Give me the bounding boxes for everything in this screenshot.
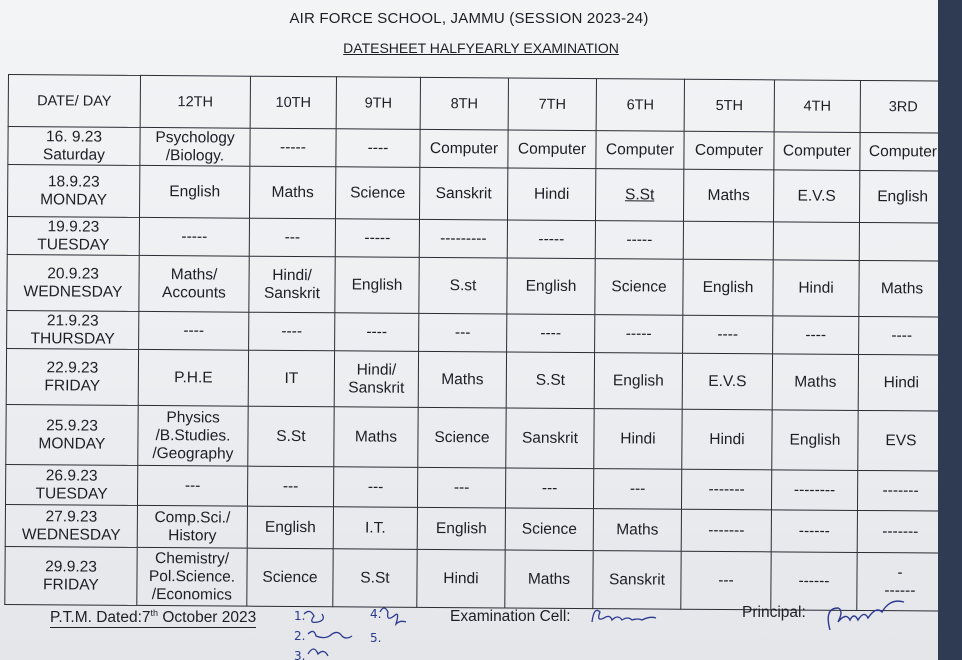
header-row [8, 75, 938, 134]
col-header-3rd: 3RD [860, 80, 938, 133]
table-row [6, 348, 938, 411]
ptm-suffix: October 2023 [158, 609, 257, 627]
date-cell: 25.9.23 MONDAY [6, 404, 138, 465]
subject-cell: Maths [334, 407, 418, 468]
subject-cell: --- [417, 467, 505, 508]
subject-cell: EVS [858, 410, 938, 471]
subject-cell: ---- [859, 316, 938, 355]
subject-cell: Hindi [507, 168, 595, 221]
subject-cell: ------- [681, 469, 771, 510]
subject-cell: English [683, 259, 773, 316]
subject-cell: Maths [683, 169, 773, 222]
subject-cell: --- [505, 468, 593, 509]
subject-cell: Science [505, 508, 593, 551]
subject-cell: ----- [139, 217, 249, 256]
subject-cell [859, 222, 938, 261]
subject-cell: ---- [507, 314, 595, 353]
subject-cell: --- [419, 313, 507, 352]
subject-cell: ----- [507, 220, 595, 259]
subject-cell: ---- [773, 316, 859, 355]
col-header-6th: 6TH [596, 79, 684, 132]
ptm-sup: th [150, 608, 159, 618]
subject-cell: -------- [771, 470, 857, 511]
subject-cell: Maths [249, 166, 335, 219]
subject-cell: S.St [333, 549, 417, 608]
subject-cell: I.T. [333, 507, 417, 550]
subject-cell: E.V.S [682, 353, 772, 410]
note-2: 2. [294, 629, 306, 643]
subject-cell: Maths/ Accounts [139, 255, 249, 312]
table-row [8, 127, 938, 172]
col-header-10th: 10TH [250, 76, 336, 129]
col-header-date: DATE/ DAY [8, 75, 140, 128]
table-row [5, 546, 938, 611]
exam-cell-label: Examination Cell: [450, 608, 571, 625]
date-cell: 27.9.23 WEDNESDAY [5, 504, 137, 547]
subject-cell: Chemistry/ Pol.Science. /Economics [137, 547, 247, 606]
ptm-prefix: P.T.M. Dated:7 [50, 609, 151, 627]
subject-cell: IT [248, 350, 334, 407]
ptm-date [50, 608, 256, 628]
principal-signature [820, 600, 930, 640]
subject-cell: ---- [139, 311, 249, 350]
datesheet-subtitle: DATESHEET HALFYEARLY EXAMINATION [343, 40, 619, 56]
subject-cell: ---- [683, 315, 773, 354]
subject-cell: S.st [419, 257, 507, 314]
subject-cell: ------- [857, 510, 938, 553]
subject-cell: ------- [681, 509, 771, 552]
subject-cell: ------ [771, 552, 857, 611]
subject-cell: ---- [249, 312, 335, 351]
subject-cell: Science [418, 407, 506, 468]
subject-cell: ----- [595, 315, 683, 354]
subject-cell: Hindi [594, 409, 682, 470]
subject-cell [773, 222, 859, 261]
subject-cell: E.V.S [773, 170, 859, 223]
subject-cell: Comp.Sci./ History [137, 505, 247, 548]
table-row [5, 504, 938, 553]
col-header-12th: 12TH [140, 75, 250, 128]
note-3: 3. [294, 649, 306, 660]
date-cell: 22.9.23 FRIDAY [6, 348, 138, 405]
subject-cell: English [772, 410, 858, 471]
subject-cell: - ------ [857, 552, 938, 611]
principal-label: Principal: [742, 604, 806, 621]
handwritten-signatures [290, 604, 430, 660]
subject-cell: --- [333, 467, 417, 508]
col-header-9th: 9TH [336, 77, 420, 130]
date-cell: 16. 9.23 Saturday [8, 127, 140, 166]
date-cell: 26.9.23 TUESDAY [5, 464, 137, 505]
table-row [6, 404, 938, 471]
subject-cell: --- [593, 469, 681, 510]
subject-cell: --- [249, 218, 335, 257]
subject-cell: ------- [857, 470, 938, 511]
subject-cell: Computer [420, 129, 508, 168]
subject-cell: S.St [506, 352, 594, 409]
subject-cell: --- [681, 551, 771, 610]
school-title: AIR FORCE SCHOOL, JAMMU (SESSION 2023-24) [289, 10, 649, 27]
subject-cell: Sanskrit [593, 551, 681, 610]
subject-cell: English [594, 353, 682, 410]
subject-cell: Computer [684, 131, 774, 170]
subject-cell: Physics /B.Studies. /Geography [138, 405, 248, 466]
subject-cell: S.St [595, 169, 683, 222]
subject-cell: Maths [772, 354, 858, 411]
subject-cell: Maths [418, 351, 506, 408]
col-header-8th: 8TH [420, 77, 508, 130]
note-5: 5. [370, 631, 382, 645]
subject-cell: Maths [859, 260, 938, 317]
table-row [8, 165, 938, 224]
subject-cell: Maths [593, 509, 681, 552]
subject-cell: Computer [774, 132, 860, 171]
date-cell: 20.9.23 WEDNESDAY [7, 254, 139, 311]
subject-cell: Science [335, 167, 419, 220]
table-row [7, 217, 938, 262]
subject-cell: English [507, 258, 595, 315]
col-header-5th: 5TH [684, 79, 774, 132]
subject-cell: ----- [595, 221, 683, 260]
subject-cell: Hindi [858, 354, 938, 411]
subject-cell: Computer [508, 130, 596, 169]
subject-cell: ---- [336, 129, 420, 168]
subject-cell: Maths [505, 550, 593, 609]
subject-cell: P.H.E [138, 349, 248, 406]
subject-cell: Computer [860, 132, 938, 171]
date-cell: 29.9.23 FRIDAY [5, 546, 137, 605]
subject-cell: Computer [596, 131, 684, 170]
note-1: 1. [294, 609, 306, 623]
subject-cell: Hindi/ Sanskrit [334, 351, 418, 408]
subject-cell: Sanskrit [506, 408, 594, 469]
table-row [5, 464, 938, 511]
subject-cell: S.St [248, 406, 334, 467]
subject-cell: Psychology /Biology. [140, 127, 250, 166]
subject-cell: --- [137, 465, 247, 506]
subject-cell: Science [247, 548, 333, 607]
subject-cell: ----- [250, 128, 336, 167]
subject-cell: ---- [335, 313, 419, 352]
subject-cell: Science [595, 259, 683, 316]
subject-cell: --- [247, 466, 333, 507]
subject-cell: English [140, 165, 250, 218]
note-4: 4. [370, 607, 382, 621]
col-header-7th: 7TH [508, 78, 596, 131]
exam-cell-signature [588, 604, 678, 630]
subject-cell: Hindi [773, 260, 859, 317]
col-header-4th: 4TH [774, 80, 860, 133]
datesheet-table [4, 74, 938, 612]
subject-cell: --------- [419, 219, 507, 258]
subject-cell: Hindi [682, 409, 772, 470]
subject-cell: ------ [771, 510, 857, 553]
subject-cell: ----- [335, 219, 419, 258]
subject-cell: English [417, 507, 505, 550]
subject-cell [683, 221, 773, 260]
date-cell: 21.9.23 THURSDAY [7, 310, 139, 349]
subject-cell: Hindi/ Sanskrit [249, 256, 335, 313]
table-row [7, 254, 938, 317]
subject-cell: English [335, 257, 419, 314]
subject-cell: Hindi [417, 549, 505, 608]
date-cell: 19.9.23 TUESDAY [7, 217, 139, 256]
subject-cell: English [247, 506, 333, 549]
footer [0, 604, 938, 660]
subject-cell: English [859, 170, 938, 223]
date-cell: 18.9.23 MONDAY [8, 165, 140, 218]
subject-cell: Sanskrit [419, 167, 507, 220]
table-row [7, 310, 938, 355]
